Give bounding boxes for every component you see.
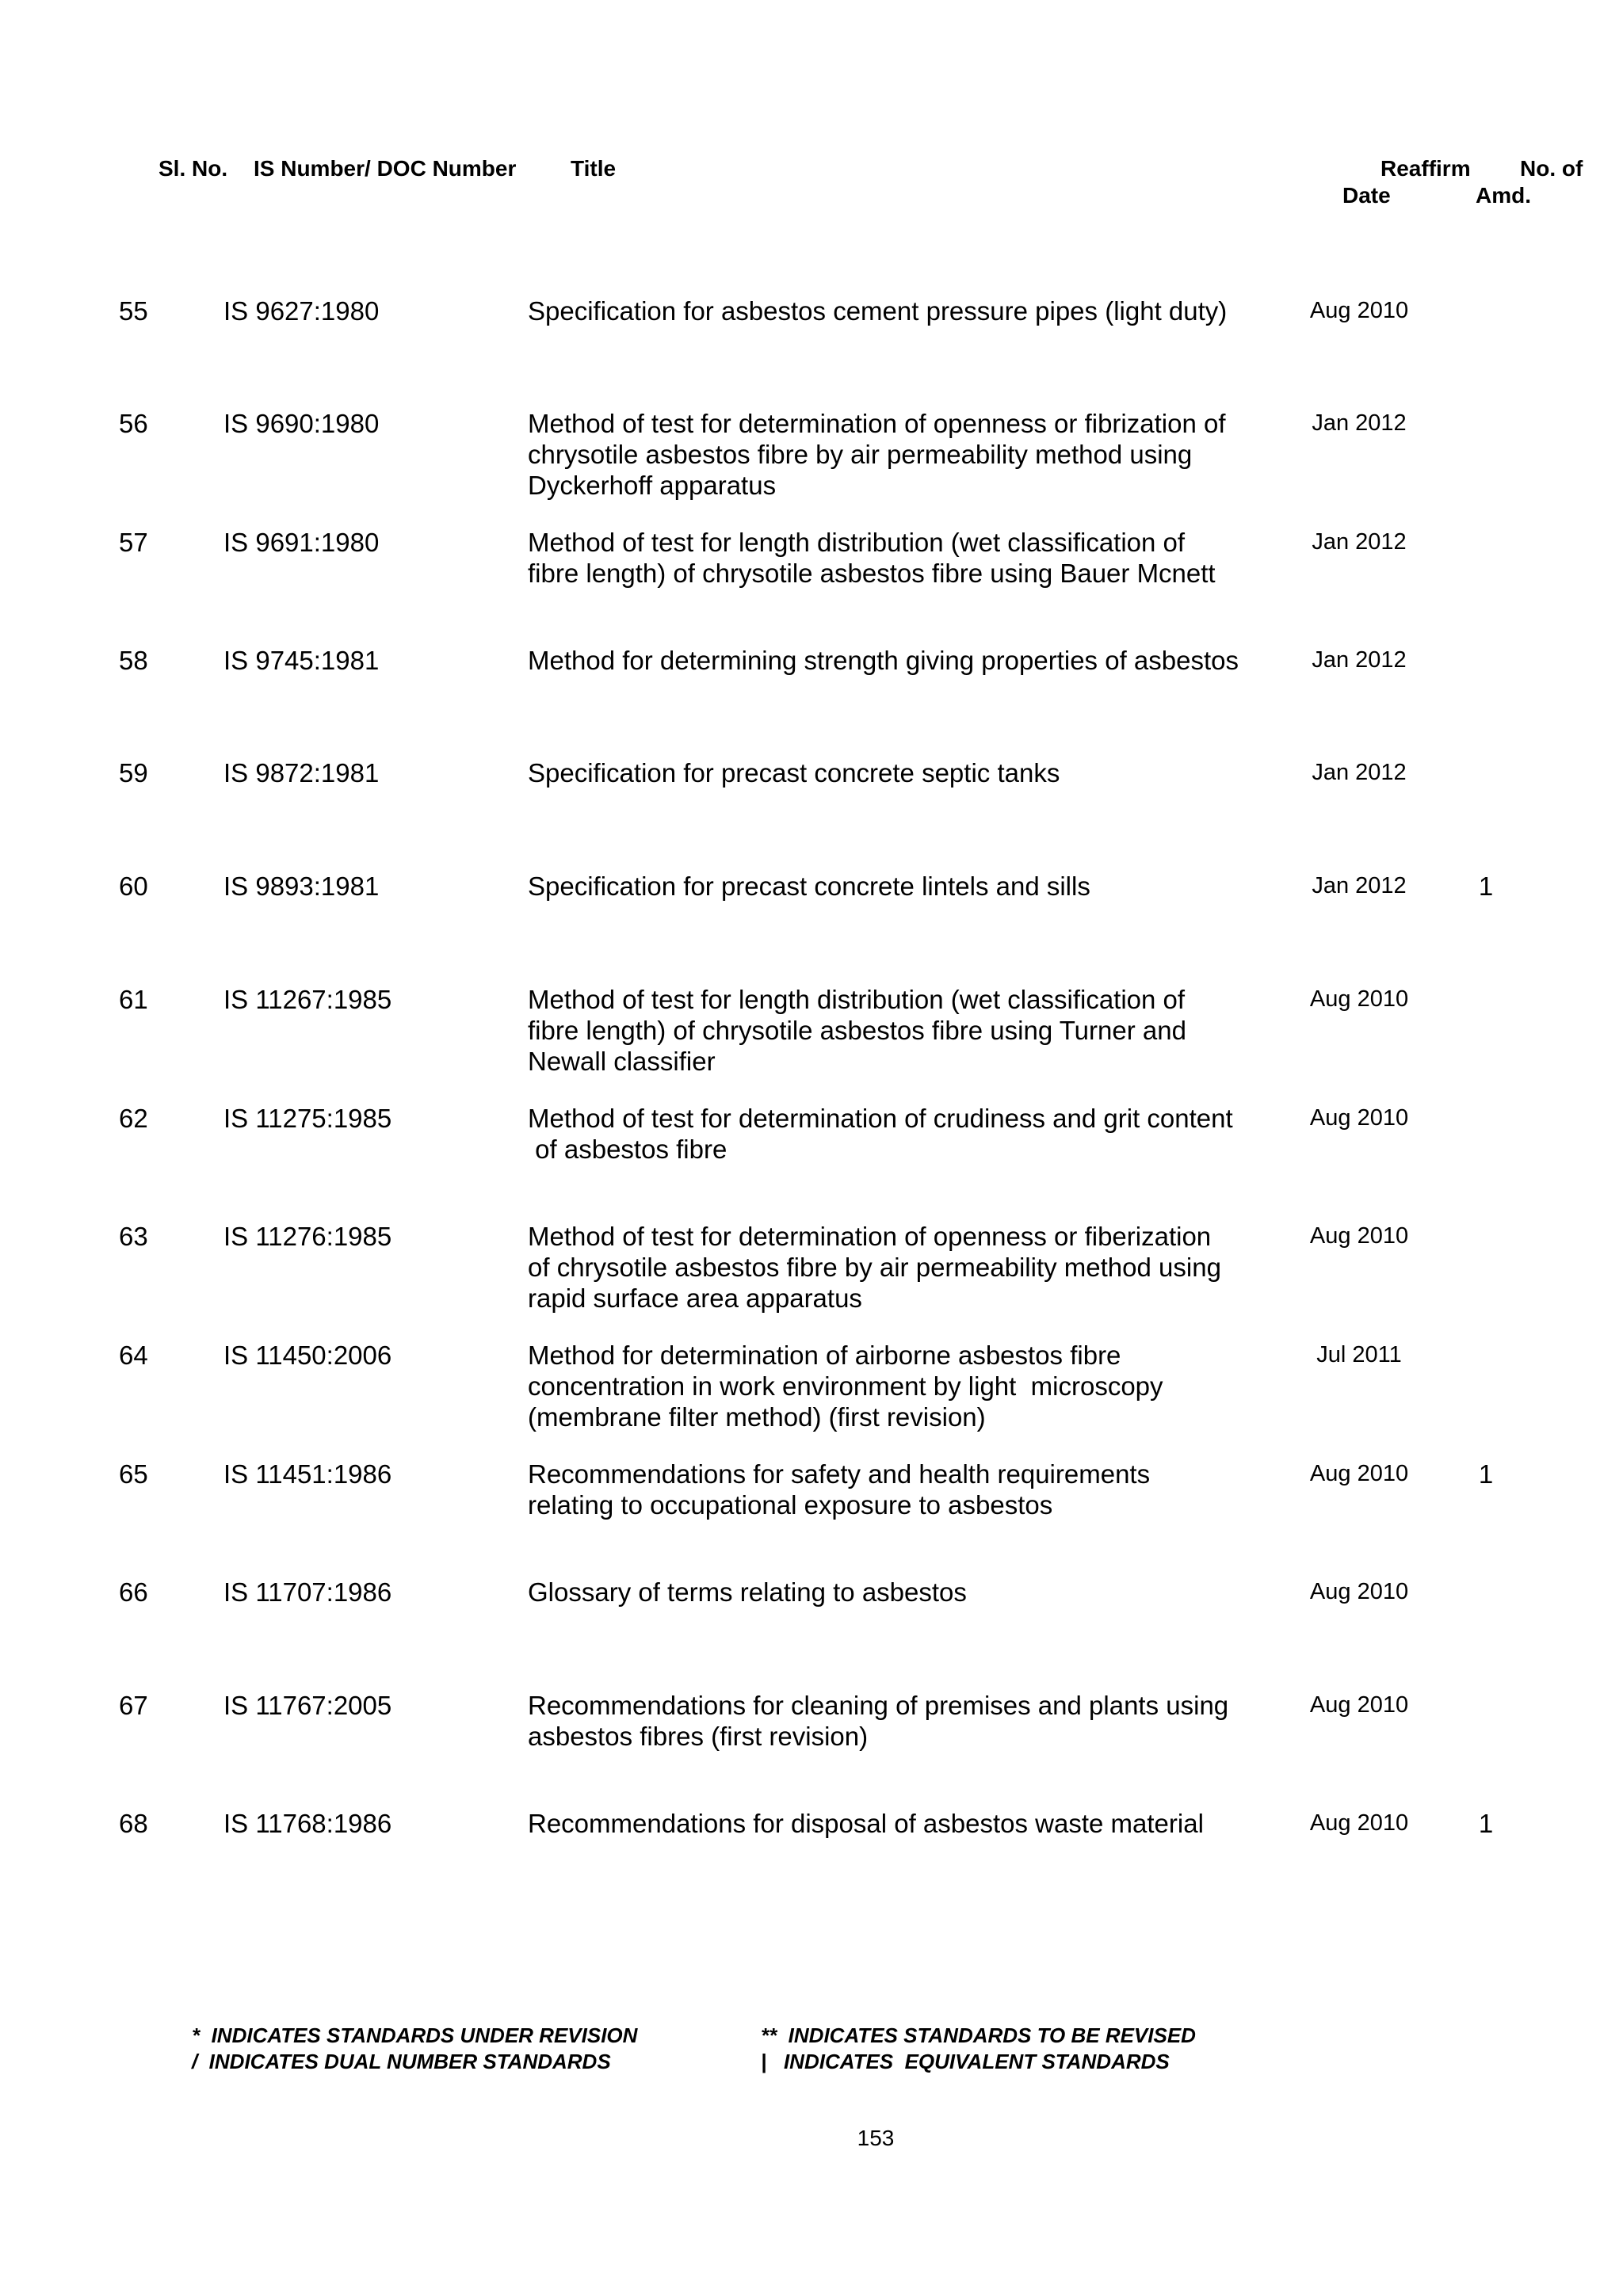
reaffirm-date-cell: Aug 2010 [1309, 1105, 1409, 1131]
title-cell: Method for determination of airborne asbestos fibre concentration in work environment by light microscopy (membrane filter method) (first revision) [528, 1341, 1163, 1432]
title-cell: Recommendations for disposal of asbestos waste material [528, 1809, 1204, 1838]
is-number-cell: IS 11768:1986 [223, 1809, 392, 1838]
title-cell: Recommendations for safety and health requirements relating to occupational exposure to asbestos [528, 1459, 1151, 1520]
reaffirm-date-cell: Jul 2011 [1316, 1342, 1402, 1367]
sl-no-cell: 59 [119, 758, 148, 788]
col-header-reaffirm: Reaffirm [1381, 156, 1471, 181]
sl-no-cell: 61 [119, 985, 148, 1014]
sl-no-cell: 60 [119, 871, 148, 901]
sl-no-cell: 55 [119, 296, 148, 326]
amendments-cell: 1 [1478, 1459, 1494, 1489]
sl-no-cell: 58 [119, 646, 148, 675]
title-cell: Specification for precast concrete septic tanks [528, 758, 1060, 788]
col-header-title: Title [571, 156, 617, 181]
title-cell: Method of test for length distribution (wet classification of fibre length) of chrysotile asbestos fibre using Bauer Mcnett [528, 528, 1216, 588]
is-number-cell: IS 9690:1980 [223, 409, 380, 438]
legend-to-be-revised: ** INDICATES STANDARDS TO BE REVISED [761, 2023, 1196, 2047]
title-cell: Method of test for determination of crudiness and grit content of asbestos fibre [528, 1104, 1233, 1164]
is-number-cell: IS 9745:1981 [223, 646, 380, 675]
sl-no-cell: 68 [119, 1809, 148, 1838]
reaffirm-date-cell: Aug 2010 [1309, 1692, 1409, 1718]
reaffirm-date-cell: Aug 2010 [1309, 986, 1409, 1012]
title-cell: Method of test for determination of openness or fiberization of chrysotile asbestos fibre by air permeability method using rapid surface area apparatus [528, 1222, 1221, 1313]
is-number-cell: IS 9893:1981 [223, 871, 380, 901]
is-number-cell: IS 9691:1980 [223, 528, 380, 557]
title-cell: Method for determining strength giving properties of asbestos [528, 646, 1239, 675]
reaffirm-date-cell: Jan 2012 [1312, 529, 1407, 555]
sl-no-cell: 62 [119, 1104, 148, 1133]
reaffirm-date-cell: Aug 2010 [1309, 1810, 1409, 1836]
reaffirm-date-cell: Jan 2012 [1312, 760, 1407, 785]
is-number-cell: IS 11767:2005 [223, 1691, 392, 1720]
is-number-cell: IS 9872:1981 [223, 758, 380, 788]
title-cell: Method of test for determination of openness or fibrization of chrysotile asbestos fibre by air permeability method using Dyckerhoff apparatus [528, 409, 1226, 500]
reaffirm-date-cell: Aug 2010 [1309, 1579, 1409, 1604]
col-header-reaffirm-date: Date [1342, 183, 1391, 208]
sl-no-cell: 64 [119, 1341, 148, 1370]
col-header-no-of: No. of [1520, 156, 1583, 181]
reaffirm-date-cell: Jan 2012 [1312, 873, 1407, 898]
reaffirm-date-cell: Aug 2010 [1309, 298, 1409, 323]
col-header-sl-no: Sl. No. [158, 156, 228, 181]
sl-no-cell: 57 [119, 528, 148, 557]
sl-no-cell: 56 [119, 409, 148, 438]
is-number-cell: IS 9627:1980 [223, 296, 380, 326]
is-number-cell: IS 11707:1986 [223, 1577, 392, 1607]
title-cell: Specification for asbestos cement pressure pipes (light duty) [528, 296, 1228, 326]
is-number-cell: IS 11450:2006 [223, 1341, 392, 1370]
reaffirm-date-cell: Aug 2010 [1309, 1461, 1409, 1486]
is-number-cell: IS 11275:1985 [223, 1104, 392, 1133]
sl-no-cell: 66 [119, 1577, 148, 1607]
reaffirm-date-cell: Jan 2012 [1312, 647, 1407, 673]
sl-no-cell: 67 [119, 1691, 148, 1720]
legend-under-revision: * INDICATES STANDARDS UNDER REVISION [192, 2023, 638, 2047]
sl-no-cell: 63 [119, 1222, 148, 1251]
amendments-cell: 1 [1478, 1809, 1494, 1838]
title-cell: Specification for precast concrete lintels and sills [528, 871, 1090, 901]
title-cell: Glossary of terms relating to asbestos [528, 1577, 967, 1607]
col-header-amd: Amd. [1476, 183, 1531, 208]
page-number: 153 [857, 2126, 895, 2150]
is-number-cell: IS 11276:1985 [223, 1222, 392, 1251]
col-header-is-number: IS Number/ DOC Number [254, 156, 517, 181]
sl-no-cell: 65 [119, 1459, 148, 1489]
is-number-cell: IS 11451:1986 [223, 1459, 392, 1489]
title-cell: Method of test for length distribution (wet classification of fibre length) of chrysotile asbestos fibre using Turner and Newall classifier [528, 985, 1186, 1076]
reaffirm-date-cell: Jan 2012 [1312, 410, 1407, 436]
legend-dual-number: / INDICATES DUAL NUMBER STANDARDS [192, 2050, 611, 2073]
legend-equivalent: | INDICATES EQUIVALENT STANDARDS [761, 2050, 1170, 2073]
title-cell: Recommendations for cleaning of premises and plants using asbestos fibres (first revision) [528, 1691, 1229, 1751]
is-number-cell: IS 11267:1985 [223, 985, 392, 1014]
amendments-cell: 1 [1478, 871, 1494, 901]
reaffirm-date-cell: Aug 2010 [1309, 1223, 1409, 1249]
